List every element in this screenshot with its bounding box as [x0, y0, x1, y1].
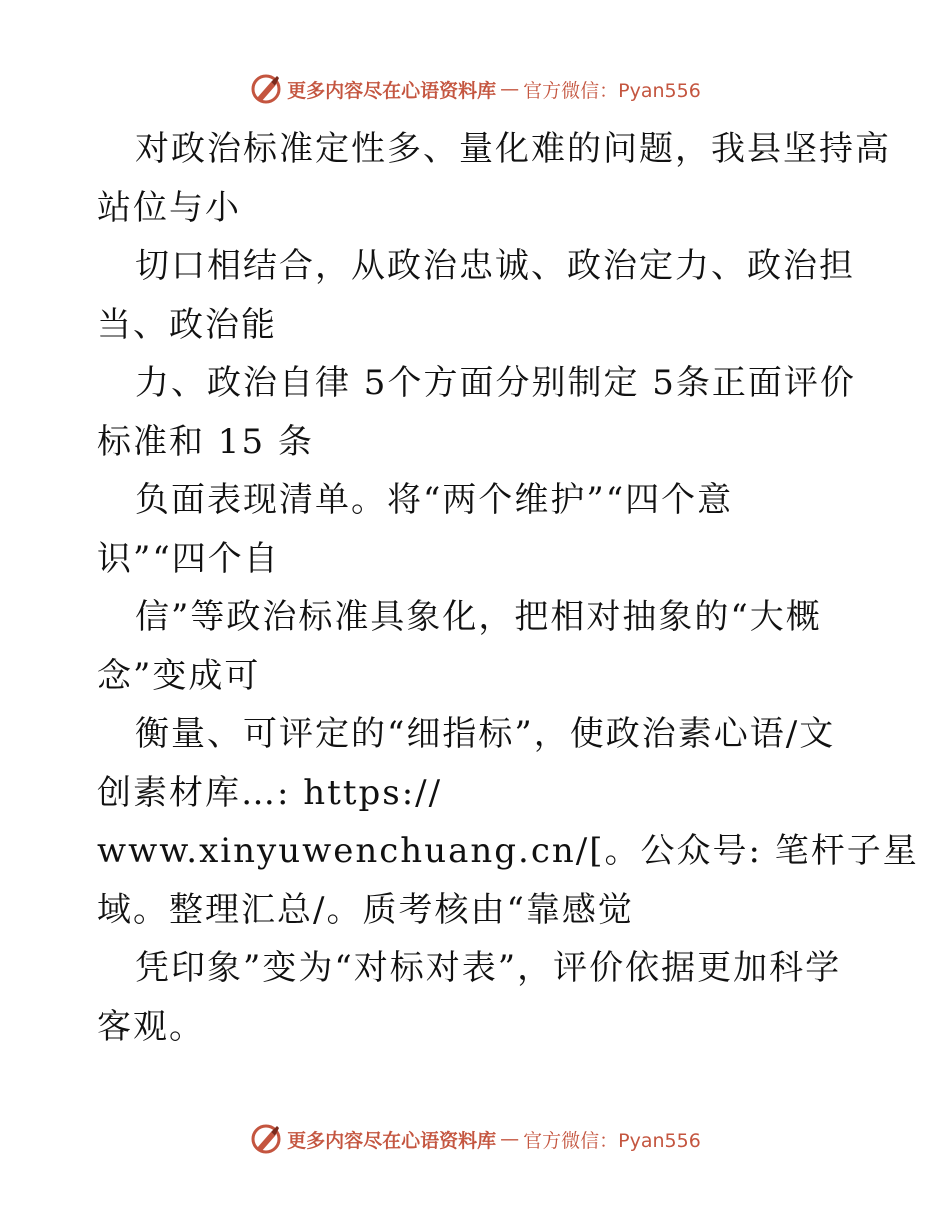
- body-line: 客观。: [97, 1006, 205, 1047]
- body-line: 念”变成可: [97, 655, 261, 696]
- body-line: 衡量、可评定的“细指标”，使政治素心语/文: [135, 714, 836, 754]
- watermark-wechat: 官方微信：Pyan556: [523, 1129, 701, 1152]
- pen-nib-logo-icon: [249, 72, 283, 106]
- body-line: 力、政治自律 5个方面分别制定 5条正面评价: [135, 363, 856, 403]
- document-body: [97, 120, 919, 1056]
- body-line: 站位与小: [97, 187, 241, 228]
- footer-watermark: [0, 1122, 950, 1156]
- body-line: 信”等政治标准具象化，把相对抽象的“大概: [135, 597, 822, 637]
- body-line: 对政治标准定性多、量化难的问题，我县坚持高: [135, 129, 891, 169]
- header-watermark: [0, 72, 950, 106]
- watermark-text: 更多内容尽在心语资料库: [287, 1129, 497, 1152]
- watermark-wechat: 官方微信：Pyan556: [523, 79, 701, 102]
- body-line: 负面表现清单。将“两个维护”“四个意: [135, 480, 734, 520]
- body-line: 域。整理汇总/。质考核由“靠感觉: [97, 889, 634, 930]
- watermark-dash: —: [500, 78, 520, 100]
- body-line: 识”“四个自: [97, 538, 280, 579]
- body-line: 当、政治能: [97, 304, 277, 345]
- watermark-text: 更多内容尽在心语资料库: [287, 79, 497, 102]
- pen-nib-logo-icon: [249, 1122, 283, 1156]
- body-line: 切口相结合，从政治忠诚、政治定力、政治担: [135, 246, 855, 286]
- body-line: 凭印象”变为“对标对表”，评价依据更加科学: [135, 948, 842, 988]
- body-line: 创素材库…: https://: [97, 772, 443, 813]
- body-line: 标准和 15 条: [97, 421, 314, 462]
- body-line: www.xinyuwenchuang.cn/[。公众号: 笔杆子星: [97, 831, 919, 871]
- watermark-dash: —: [500, 1128, 520, 1150]
